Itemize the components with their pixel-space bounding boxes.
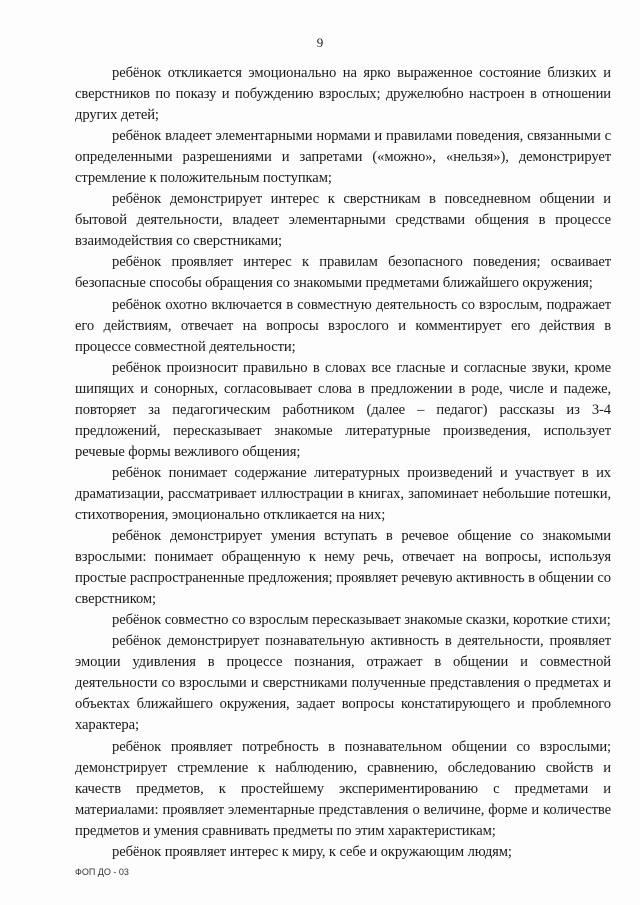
body-text <box>75 63 611 863</box>
paragraph: ребёнок охотно включается в совместную деятельность со взрослым, подражает его действиям, отвечает на вопросы взрослого и комментирует его действия в процессе совместной деятельности; <box>75 296 611 355</box>
paragraph: ребёнок откликается эмоционально на ярко выраженное состояние близких и сверстников по показу и побуждению взрослых; дружелюбно настроен в отношении других детей; <box>75 65 611 124</box>
paragraph: ребёнок совместно со взрослым пересказывает знакомые сказки, короткие стихи; <box>112 612 611 629</box>
paragraph: ребёнок проявляет интерес к правилам безопасного поведения; осваивает безопасные способы обращения со знакомыми предметами ближайшего окружения; <box>75 254 611 292</box>
footer-code: ФОП ДО - 03 <box>75 867 129 877</box>
paragraph: ребёнок понимает содержание литературных произведений и участвует в их драматизации, рассматривает иллюстрации в книгах, запоминает небольшие потешки, стихотворения, эмоционально откликается на них; <box>75 464 611 523</box>
paragraph: ребёнок демонстрирует познавательную активность в деятельности, проявляет эмоции удивления в процессе познания, отражает в общении и совместной деятельности со взрослыми и сверстниками полученные представления о предметах и объектах ближайшего окружения, задает вопросы констатирующего и проблемного характера; <box>75 633 611 734</box>
paragraph: ребёнок демонстрирует интерес к сверстникам в повседневном общении и бытовой деятельности, владеет элементарными средствами общения в процессе взаимодействия со сверстниками; <box>75 191 611 250</box>
paragraph: ребёнок проявляет потребность в познавательном общении со взрослыми; демонстрирует стремление к наблюдению, сравнению, обследованию свойств и качеств предметов, к простейшему экспериментированию с предметами и материалами: проявляет элементарные представления о величине, форме и количестве предметов и умения сравнивать предметы по этим характеристикам; <box>75 738 611 839</box>
page-number: 9 <box>316 35 324 50</box>
paragraph: ребёнок проявляет интерес к миру, к себе и окружающим людям; <box>112 843 512 860</box>
paragraph: ребёнок произносит правильно в словах все гласные и согласные звуки, кроме шипящих и сонорных, согласовывает слова в предложении в роде, числе и падеже, повторяет за педагогическим работником (далее – педагог) рассказы из 3-4 предложений, пересказывает знакомые литературные произведения, использует речевые формы вежливого общения; <box>75 359 611 460</box>
paragraph: ребёнок владеет элементарными нормами и правилами поведения, связанными с определенными разрешениями и запретами («можно», «нельзя»), демонстрирует стремление к положительным поступкам; <box>75 128 611 187</box>
paragraph: ребёнок демонстрирует умения вступать в речевое общение со знакомыми взрослыми: понимает обращенную к нему речь, отвечает на вопросы, используя простые распространенные предложения; проявляет речевую активность в общении со сверстником; <box>75 528 611 608</box>
